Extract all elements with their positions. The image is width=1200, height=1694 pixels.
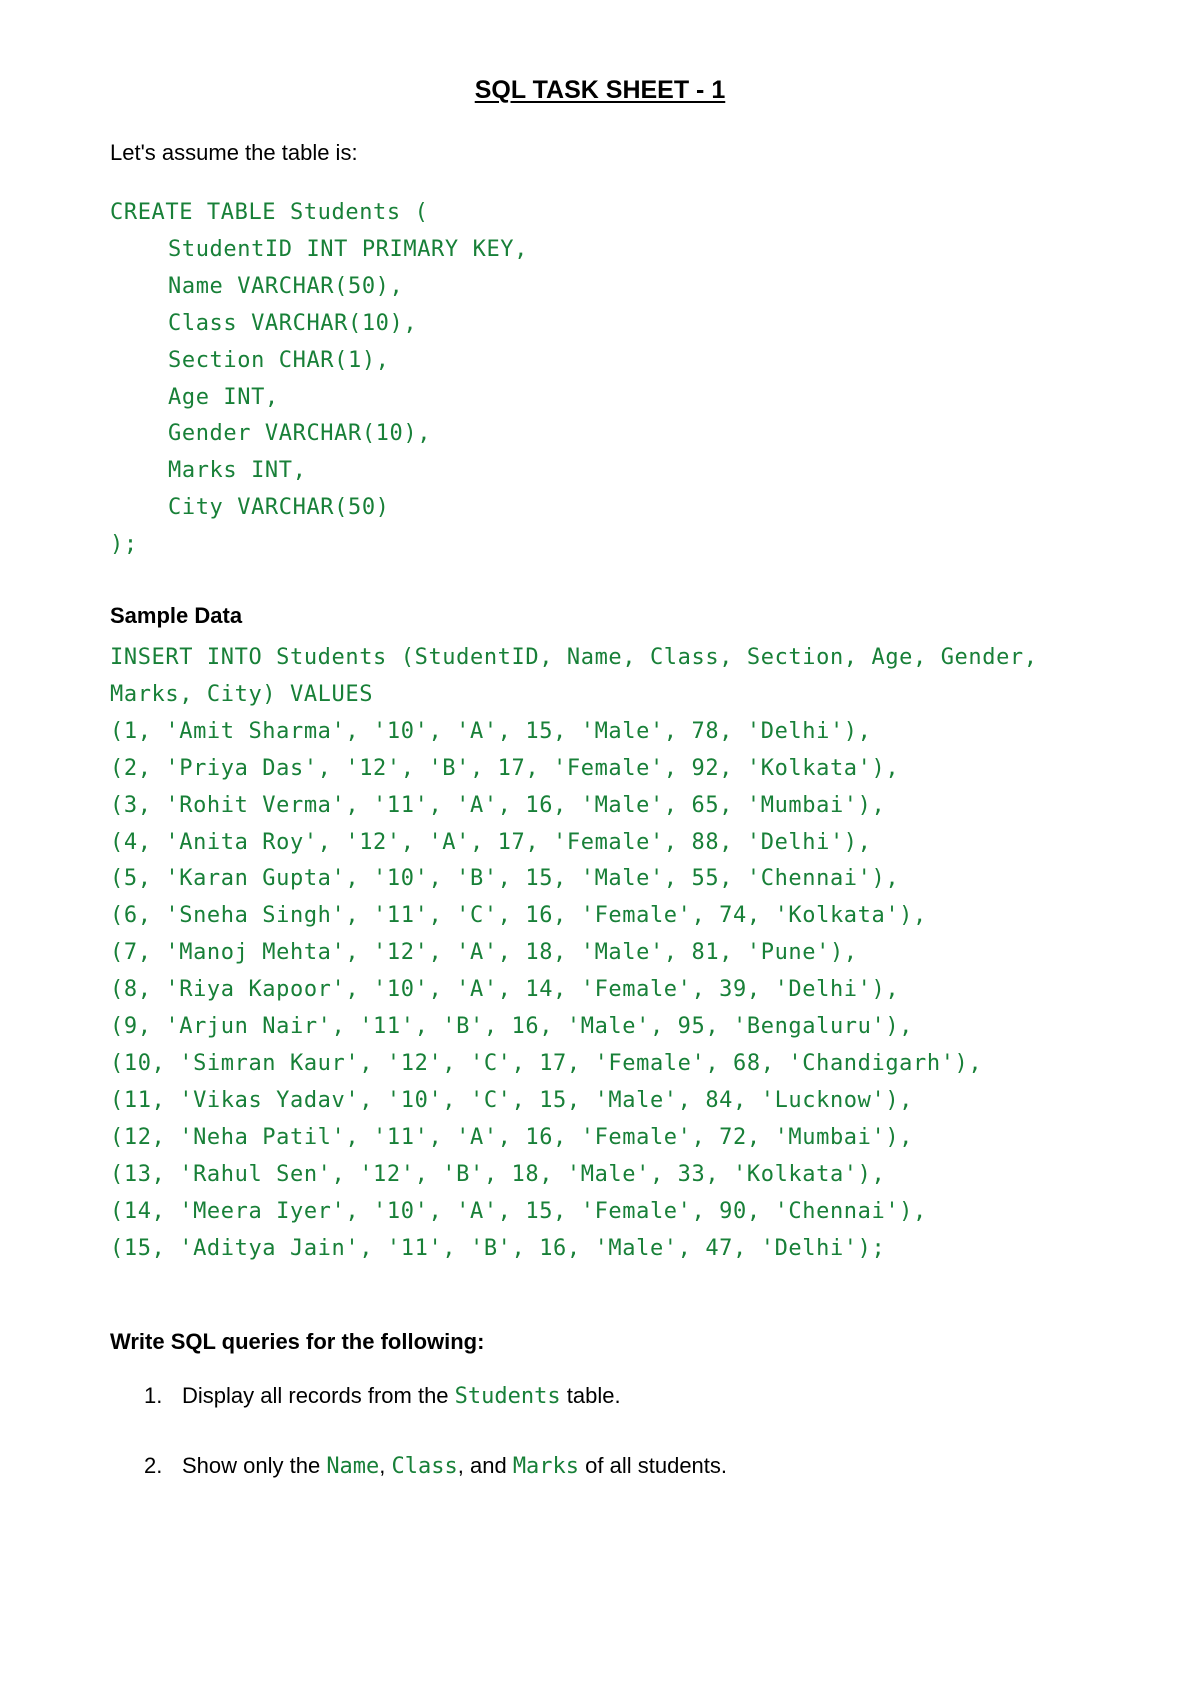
insert-row: (9, 'Arjun Nair', '11', 'B', 16, 'Male', 95, 'Bengaluru'),	[110, 1014, 914, 1040]
column-definition: Age INT,	[168, 384, 279, 410]
insert-row: (5, 'Karan Gupta', '10', 'B', 15, 'Male', 55, 'Chennai'),	[110, 866, 900, 892]
insert-row: (14, 'Meera Iyer', '10', 'A', 15, 'Female', 90, 'Chennai'),	[110, 1198, 927, 1224]
task-text-mid: , and	[457, 1453, 513, 1478]
task-text-post: table.	[560, 1383, 621, 1408]
task-number: 2.	[144, 1453, 163, 1478]
column-definition: StudentID INT PRIMARY KEY,	[168, 236, 528, 262]
inline-code: Students	[454, 1384, 561, 1409]
insert-row: (2, 'Priya Das', '12', 'B', 17, 'Female', 92, 'Kolkata'),	[110, 755, 900, 781]
insert-statement-line: INSERT INTO Students (StudentID, Name, Class, Section, Age, Gender,	[110, 645, 1038, 670]
create-table-code-block	[110, 195, 528, 564]
insert-row: (7, 'Manoj Mehta', '12', 'A', 18, 'Male', 81, 'Pune'),	[110, 940, 858, 966]
inline-code: Name	[326, 1454, 380, 1479]
column-definition: Name VARCHAR(50),	[168, 273, 404, 299]
task-text	[182, 1383, 621, 1409]
task-text-mid: ,	[379, 1453, 392, 1478]
task-text-pre: Display all records from the	[182, 1383, 455, 1408]
intro-text: Let's assume the table is:	[110, 140, 358, 165]
insert-row: (8, 'Riya Kapoor', '10', 'A', 14, 'Female', 39, 'Delhi'),	[110, 977, 900, 1003]
insert-row: (1, 'Amit Sharma', '10', 'A', 15, 'Male', 78, 'Delhi'),	[110, 718, 872, 744]
insert-row: (3, 'Rohit Verma', '11', 'A', 16, 'Male', 65, 'Mumbai'),	[110, 792, 886, 818]
column-definition: Marks INT,	[168, 458, 307, 484]
insert-row: (12, 'Neha Patil', '11', 'A', 16, 'Female', 72, 'Mumbai'),	[110, 1124, 914, 1150]
task-heading: Write SQL queries for the following:	[110, 1329, 485, 1354]
inline-code: Marks	[512, 1454, 580, 1479]
insert-row: (11, 'Vikas Yadav', '10', 'C', 15, 'Male', 84, 'Lucknow'),	[110, 1087, 914, 1113]
create-table-close: );	[110, 532, 138, 558]
insert-row: (10, 'Simran Kaur', '12', 'C', 17, 'Female', 68, 'Chandigarh'),	[110, 1050, 983, 1076]
insert-statement-line: Marks, City) VALUES	[110, 681, 374, 707]
column-definition: City VARCHAR(50)	[168, 495, 390, 521]
task-text-pre: Show only the	[182, 1453, 327, 1478]
create-table-open: CREATE TABLE Students (	[110, 200, 429, 225]
insert-row: (4, 'Anita Roy', '12', 'A', 17, 'Female', 88, 'Delhi'),	[110, 829, 872, 855]
insert-row: (6, 'Sneha Singh', '11', 'C', 16, 'Female', 74, 'Kolkata'),	[110, 903, 927, 929]
column-definition: Section CHAR(1),	[168, 347, 390, 373]
inline-code: Class	[391, 1454, 458, 1479]
column-definition: Class VARCHAR(10),	[168, 310, 418, 336]
sample-data-heading: Sample Data	[110, 603, 243, 628]
task-text	[182, 1453, 727, 1479]
column-definition: Gender VARCHAR(10),	[168, 421, 432, 447]
page-title: SQL TASK SHEET - 1	[474, 76, 726, 104]
insert-row: (13, 'Rahul Sen', '12', 'B', 18, 'Male', 33, 'Kolkata'),	[110, 1161, 886, 1187]
insert-row: (15, 'Aditya Jain', '11', 'B', 16, 'Male', 47, 'Delhi');	[110, 1235, 886, 1261]
task-number: 1.	[144, 1383, 163, 1408]
task-text-post: of all students.	[579, 1453, 728, 1478]
insert-code-block	[110, 640, 1038, 1267]
